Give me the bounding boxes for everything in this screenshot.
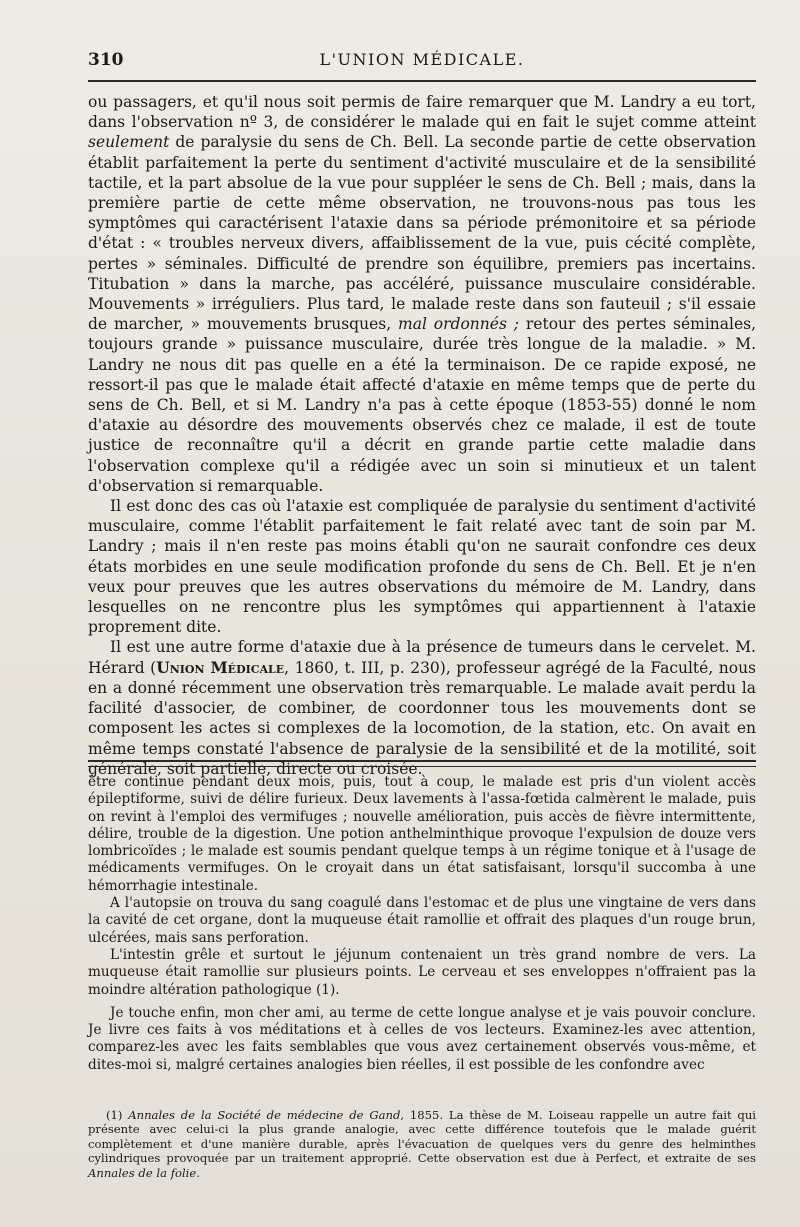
feuilleton-paragraph-case: être continue pendant deux mois, puis, tout à coup, le malade est pris d'un violent accès épileptiforme, suivi de délire furieux. Deux lavements à l'assa-fœtida calmèrent le malade, puis on revint à l'emploi des vermifuges ; nouvelle amélioration, puis accès de fièvre intermittente, délire, trouble de la digestion. Une potion anthelminthique provoque l'expulsion de douze vers lombricoïdes ; le malade est soumis pendant quelque temps à un régime tonique et à l'usage de médicaments vermifuges. On le croyait dans un état satisfaisant, lorsqu'il succomba à une hémorrhagie intestinale.	[88, 774, 756, 894]
footnote-source-title: Annales de la Société de médecine de Gand	[128, 1108, 401, 1122]
paragraph-cervelet	[88, 637, 756, 778]
footnote	[88, 1108, 756, 1180]
italic-text: mal ordonnés ;	[398, 315, 520, 334]
footnote-marker: (1)	[106, 1108, 129, 1122]
paragraph-ataxie-paralysie: Il est donc des cas où l'ataxie est compliquée de paralysie du sentiment d'activité musculaire, comme l'établit parfaitement le fait relaté avec tant de soin par M. Landry ; mais il n'en reste pas moins établi qu'on ne saurait confondre ces deux états morbides en une seule modification profonde du sens de Ch. Bell. Et je n'en veux pour preuves que les autres observations du mémoire de M. Landry, dans lesquelles on ne rencontre plus les symptômes qui appartiennent à l'ataxie proprement dite.	[88, 497, 756, 637]
text-run: de paralysie du sens de Ch. Bell. La seconde partie de cette observation établit parfaitement la perte du sentiment d'activité musculaire et de la sensibilité tactile, et la part absolue de la vue pour suppléer le sens de Ch. Bell ; mais, dans la première partie de cette même observation, ne trouvons-nous pas tous les symptômes qui caractérisent l'ataxie dans sa période prémonitoire et sa période d'état : « troubles nerveux divers, affaiblissement de la vue, puis cécité complète, pertes » séminales. Difficulté de prendre son équilibre, premiers pas incertains. Titubation » dans la marche, pas accéléré, puissance musculaire considérable. Mouvements » irréguliers. Plus tard, le malade reste dans son fauteuil ; s'il essaie de marcher, » mouvements brusques,	[88, 133, 756, 334]
feuilleton-separator	[88, 760, 756, 767]
footnote-paragraph	[88, 1108, 756, 1180]
paragraph-landry-observation	[88, 92, 756, 496]
text-run: , 1860, t. III, p. 230), professeur agrégé de la Faculté, nous en a donné récemment une observation très remarquable. Le malade avait perdu la facilité d'associer, de combiner, de coordonner tous les mouvements dont se composent les actes si complexes de la locomotion, de la station, etc. On avait en même temps constaté l'absence de paralysie de la sensibilité et de la motilité, soit générale, soit partielle, directe ou croisée.	[88, 658, 757, 778]
feuilleton-text	[88, 774, 756, 1074]
feuilleton-paragraph-intestine: L'intestin grêle et surtout le jéjunum contenaient un très grand nombre de vers. La muqueuse était ramollie sur plusieurs points. Le cerveau et ses enveloppes n'offraient pas la moindre altération pathologique (1).	[88, 946, 756, 998]
journal-title: Union Médicale	[156, 657, 285, 677]
footnote-text: , 1855. La thèse de M. Loiseau rappelle un autre fait qui présente avec celui-ci la plus grande analogie, avec cette différence toutefois que le malade guérit complètement et d'une manière durable, après l'évacuation de quelques vers du genre des helminthes cylindriques provoquée par un traitement approprié. Cette observation est due à Perfect, et extraite de ses	[88, 1108, 757, 1166]
feuilleton-paragraph-autopsy: A l'autopsie on trouva du sang coagulé dans l'estomac et de plus une vingtaine de vers dans la cavité de cet organe, dont la muqueuse était ramollie et offrait des plaques d'un rouge brun, ulcérées, mais sans perforation.	[88, 895, 756, 946]
running-head: L'UNION MÉDICALE.	[319, 50, 525, 69]
footnote-end: .	[196, 1165, 200, 1180]
feuilleton-paragraph-conclusion: Je touche enfin, mon cher ami, au terme de cette longue analyse et je vais pouvoir conclure. Je livre ces faits à vos méditations et à celles de vos lecteurs. Examinez-les avec attention, comparez-les avec les faits semblables que vous avez certainement observés vous-même, et dites-moi si, malgré certaines analogies bien réelles, il est possible de les confondre avec	[88, 1004, 756, 1073]
page-number: 310	[88, 50, 124, 70]
text-run: Il est une autre forme d'ataxie due à la présence de tumeurs dans le cervelet. M. Hérard (	[88, 638, 756, 677]
main-article-text	[88, 92, 756, 779]
text-run: retour des pertes séminales, toujours grande » puissance musculaire, durée très longue de la maladie. » M. Landry ne nous dit pas quelle en a été la terminaison. De ce rapide exposé, ne ressort-il pas que le malade était affecté d'ataxie en même temps que de perte du sens de Ch. Bell, et si M. Landry n'a pas à cette époque (1853-55) donné le nom d'ataxie au désordre des mouvements observés chez ce malade, il est de toute justice de reconnaître qu'il a décrit en grande partie cette maladie dans l'observation complexe qu'il a rédigée avec un soin si minutieux et un talent d'observation si remarquable.	[88, 315, 757, 495]
text-run: ou passagers, et qu'il nous soit permis de faire remarquer que M. Landry a eu tort, dans l'observation nº 3, de considérer le malade qui en fait le sujet comme atteint	[88, 93, 756, 132]
footnote-source-annales: Annales de la folie	[88, 1165, 197, 1180]
page-header	[88, 48, 756, 78]
header-rule	[88, 80, 756, 82]
italic-text: seulement	[88, 133, 170, 152]
